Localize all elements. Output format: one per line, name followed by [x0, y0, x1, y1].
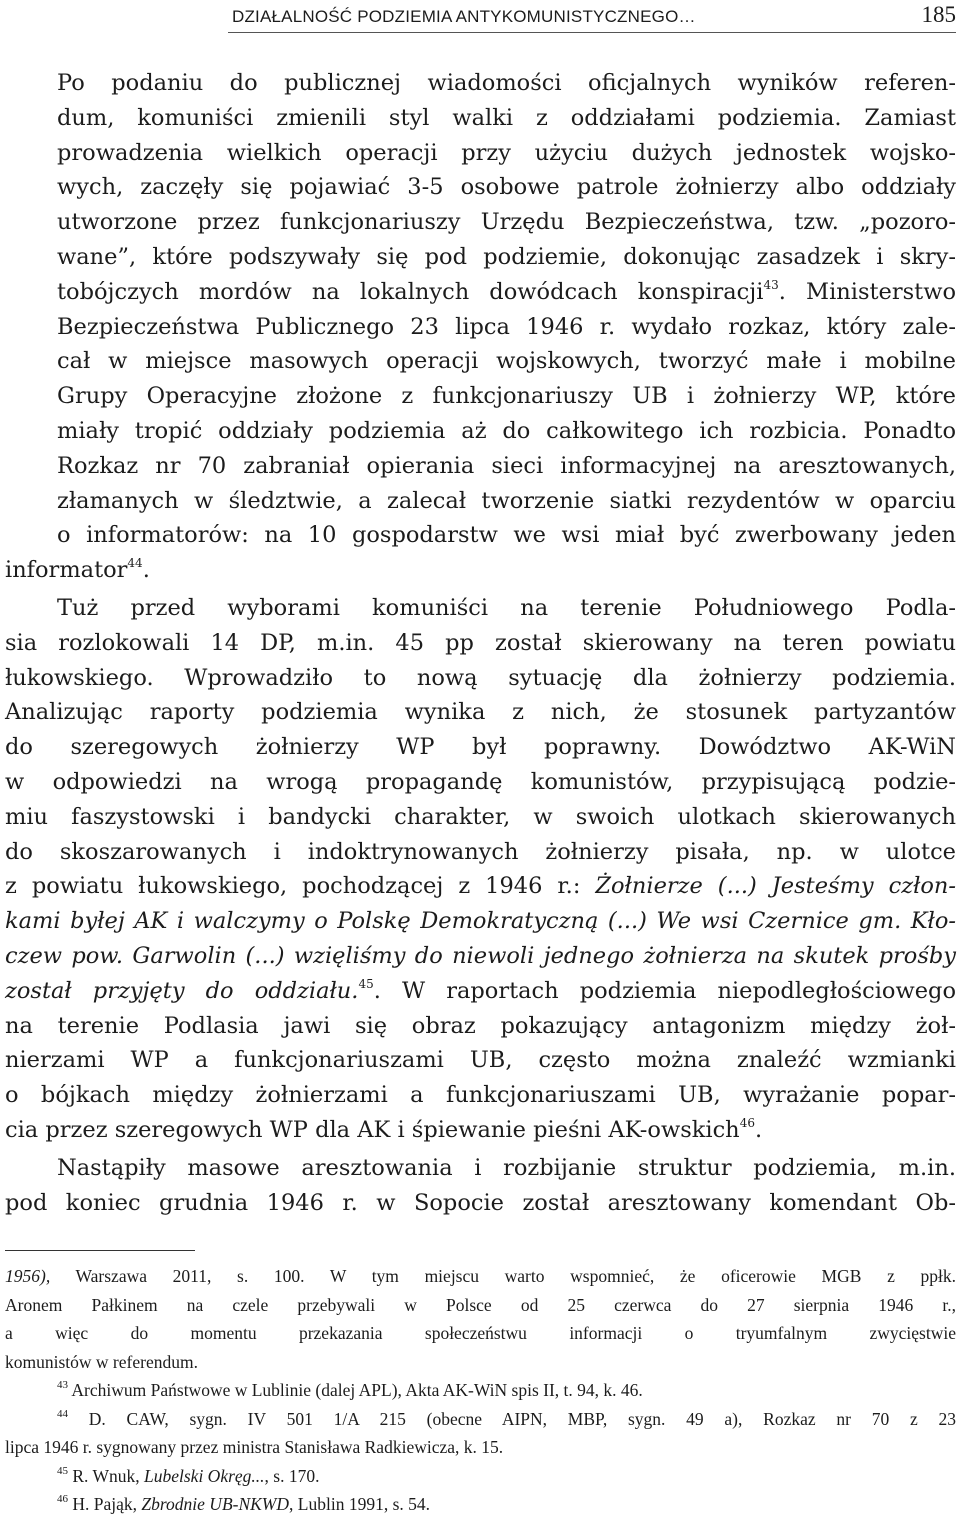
footnote-text: D. CAW, sygn. IV 501 1/A 215 (obecne AIPN, MBP, sygn. 49 a), Rozkaz nr 70 z 23 [68, 1408, 956, 1429]
footnote-separator [5, 1250, 195, 1251]
footnote-43 [5, 1376, 956, 1405]
text-line: utworzone przez funkcjonariuszy Urzędu Bezpieczeństwa, tzw. „pozoro- [57, 209, 956, 236]
paragraph-2 [5, 591, 956, 1148]
footnote-text: , s. 170. [264, 1465, 320, 1486]
text-line: pod koniec grudnia 1946 r. w Sopocie został aresztowany komendant Ob- [5, 1189, 956, 1216]
text-line: miały tropić oddziały podziemia aż do całkowitego ich rozbicia. Ponadto [57, 417, 956, 444]
quote-line [5, 939, 956, 974]
text-line: Analizując raporty podziemia wynika z nich, że stosunek partyzantów [5, 699, 956, 726]
footnote-ref-43: 43 [763, 277, 779, 292]
text-line: miu faszystowski i bandycki charakter, w swoich ulotkach skierowanych [5, 803, 956, 830]
text-line [5, 1113, 956, 1148]
text-line: sia rozlokowali 14 DP, m.in. 45 pp został skierowany na teren powiatu [5, 629, 956, 656]
footnote-number: 43 [57, 1379, 68, 1391]
text-fragment: informator [5, 557, 128, 584]
text-fragment: . Ministerstwo [778, 278, 957, 305]
footnote-line: lipca 1946 r. sygnowany przez ministra Stanisława Radkiewicza, k. 15. [5, 1437, 504, 1457]
footnotes [5, 1262, 956, 1519]
footnote-ref-46: 46 [739, 1115, 755, 1130]
text-line: nierzami WP a funkcjonariuszami UB, często można znaleźć wzmianki [5, 1047, 956, 1074]
footnote-fragment: Warszawa 2011, s. 100. W tym miejscu warto wspomnieć, że oficerowie MGB z ppłk. [50, 1266, 956, 1286]
text-line: w odpowiedzi na wrogą propagandę komunistów, przypisującą podzie- [5, 768, 956, 795]
footnote-line [5, 1405, 956, 1434]
footnote-title: Lubelski Okręg... [144, 1465, 265, 1486]
text-line: Grupy Operacyjne złożone z funkcjonariuszy UB i żołnierzy WP, które [57, 383, 956, 410]
footnote-line: Aronem Pałkinem na czele przebywali w Polsce od 25 czerwca do 27 sierpnia 1946 r., [5, 1294, 956, 1315]
footnote-ref-45: 45 [358, 976, 374, 991]
text-fragment: cia przez szeregowych WP dla AK i śpiewanie pieśni AK-owskich [5, 1116, 740, 1143]
footnote-continuation [5, 1262, 956, 1376]
footnote-44 [5, 1405, 956, 1462]
text-line: wych, zaczęły się pojawiać 3-5 osobowe patrole żołnierzy albo oddziały [57, 174, 956, 201]
text-line: Bezpieczeństwa Publicznego 23 lipca 1946 r. wydało rozkaz, który zale- [57, 313, 956, 340]
footnote-number: 45 [57, 1464, 68, 1477]
text-line: Nastąpiły masowe aresztowania i rozbijanie struktur podziemia, m.in. [57, 1154, 956, 1181]
text-line: wane”, które podszywały się pod podziemie, dokonując zasadzek i skry- [57, 243, 956, 270]
page-number: 185 [921, 2, 956, 27]
text-line: Rozkaz nr 70 zabraniał opierania sieci informacyjnej na aresztowanych, [57, 452, 956, 479]
running-header [0, 0, 960, 34]
text-line [5, 869, 956, 904]
footnote-text: , Lublin 1991, s. 54. [289, 1494, 431, 1514]
text-fragment: tobójczych mordów na lokalnych dowódcach konspiracji [57, 278, 764, 305]
text-fragment: z powiatu łukowskiego, pochodzącej z 1946 r.: [5, 873, 596, 900]
paragraph-1 [5, 66, 956, 588]
text-fragment: . [754, 1116, 763, 1143]
footnote-ref-44: 44 [127, 556, 143, 571]
footnote-number: 46 [57, 1493, 68, 1505]
text-line [5, 275, 956, 310]
text-line: na terenie Podlasia jawi się obraz pokazujący antagonizm między żoł- [5, 1012, 956, 1039]
footnote-number: 44 [57, 1407, 68, 1420]
paragraph-3 [5, 1151, 956, 1221]
text-line: łukowskiego. Wprowadziło to nową sytuację dla żołnierzy podziemia. [5, 664, 956, 691]
footnote-text: H. Pająk, [68, 1494, 142, 1514]
footnote-fragment: 1956), [5, 1266, 51, 1286]
footnote-title: Zbrodnie UB-NKWD [141, 1494, 290, 1514]
text-line: do szeregowych żołnierzy WP był poprawny. Dowództwo AK-WiN [5, 734, 956, 761]
text-line [5, 553, 956, 588]
quote-fragment: Żołnierze (...) Jesteśmy człon- [595, 873, 956, 900]
footnote-text: R. Wnuk, [68, 1465, 144, 1486]
footnote-45 [5, 1462, 956, 1491]
text-line: dum, komuniści zmienili styl walki z oddziałami podziemia. Zamiast [57, 104, 956, 131]
text-line: do skoszarowanych i indoktrynowanych żołnierzy pisała, np. w ulotce [5, 838, 956, 865]
footnote-text: Archiwum Państwowe w Lublinie (dalej APL), Akta AK-WiN spis II, t. 94, k. 46. [68, 1380, 643, 1400]
text-line: Tuż przed wyborami komuniści na terenie Południowego Podla- [57, 594, 956, 621]
footnote-46 [5, 1490, 956, 1519]
text-fragment: . [142, 557, 150, 584]
text-line: złamanych w śledztwie, a zalecał tworzenie siatki rezydentów w oparciu [57, 487, 956, 514]
text-line: cał w miejsce masowych operacji wojskowych, tworzyć małe i mobilne [57, 348, 956, 375]
text-fragment: . W raportach podziemia niepodległościowego [373, 977, 956, 1004]
text-line: o informatorów: na 10 gospodarstw we wsi miał być zwerbowany jeden [57, 522, 956, 549]
quote-line [5, 904, 956, 939]
running-title: DZIAŁALNOŚĆ PODZIEMIA ANTYKOMUNISTYCZNEGO… [232, 7, 696, 26]
main-text [5, 66, 956, 1220]
text-line: prowadzenia wielkich operacji przy użyciu dużych jednostek wojsko- [57, 139, 956, 166]
text-line: o bójkach między żołnierzami a funkcjonariuszami UB, wyrażanie popar- [5, 1082, 956, 1109]
header-rule [228, 32, 956, 33]
footnote-line: komunistów w referendum. [5, 1351, 198, 1372]
quote-fragment: kami byłej AK i walczymy o Polskę Demokratyczną (...) We wsi Czernice gm. Kło- [5, 908, 956, 935]
footnote-line [5, 1262, 956, 1291]
footnote-line: a więc do momentu przekazania społeczeństwu informacji o tryumfalnym zwycięstwie [5, 1323, 956, 1343]
quote-fragment: został przyjęty do oddziału. [5, 977, 359, 1004]
quote-fragment: czew pow. Garwolin (...) wzięliśmy do niewoli jednego żołnierza na skutek prośby [5, 942, 956, 969]
text-line [5, 974, 956, 1009]
text-line: Po podaniu do publicznej wiadomości oficjalnych wyników referen- [57, 70, 956, 96]
